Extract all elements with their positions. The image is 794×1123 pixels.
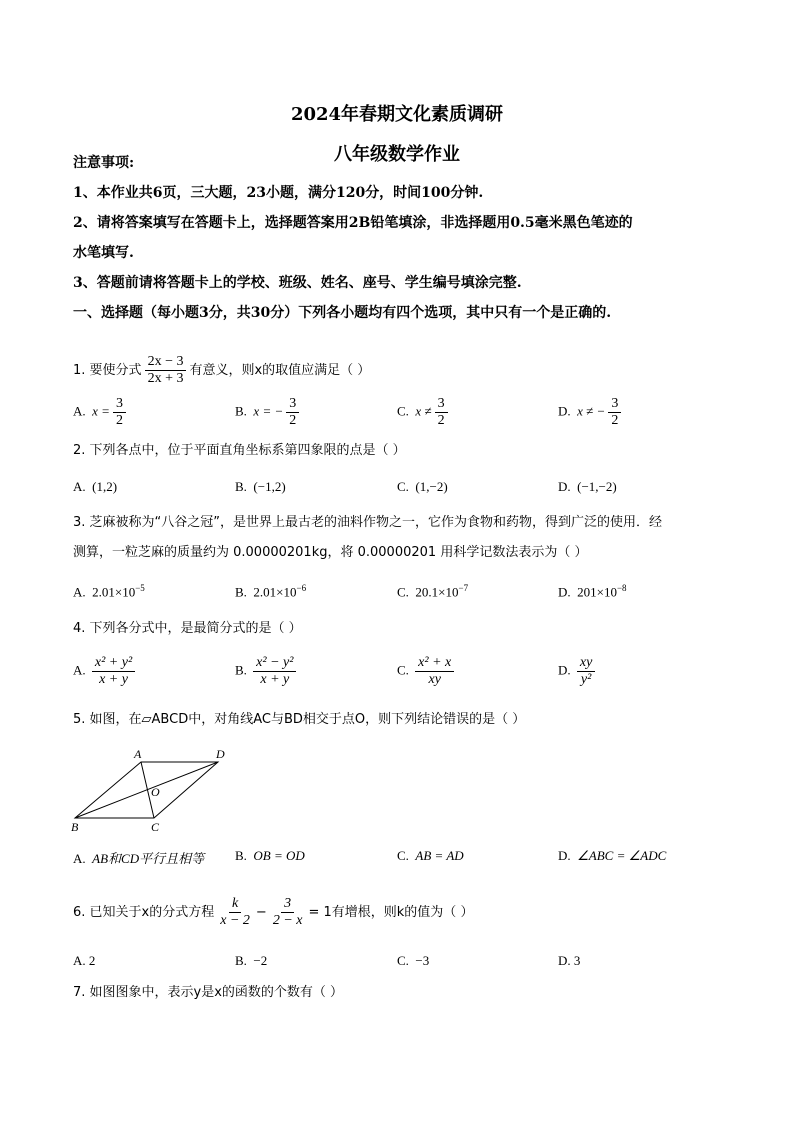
page-subtitle: 八年级数学作业 [334, 144, 460, 165]
q2-option-a[interactable]: A. (1,2) [73, 479, 118, 494]
notes-item-2-cont: 水笔填写. [73, 245, 134, 261]
q1-option-a[interactable]: A. x = $\frac{3}{2}$ [73, 396, 129, 429]
notes-item-2: 2、请将答案填写在答题卡上，选择题答案用2B铅笔填涂，非选择题用0.5毫米黑色笔迹的 [73, 215, 633, 231]
q4-option-b[interactable]: B. $\frac{\text{x² − y²}}{x + y}$ [235, 655, 299, 688]
q6-option-c[interactable]: C. −3 [397, 953, 430, 968]
label-b: B [71, 820, 79, 834]
question-4: 4. 下列各分式中，是最简分式的是（ ） [73, 621, 302, 636]
question-5: 5. 如图，在▱ABCD中，对角线AC与BD相交于点O，则下列结论错误的是（ ） [73, 712, 526, 727]
label-c: C [151, 820, 160, 834]
notes-block [73, 148, 723, 328]
question-6: 6. 已知关于x的分式方程 $\frac{k}{x - 2}$ − $\frac{3}{2 - x}$ = 1有增根，则k的值为（ ） [73, 896, 474, 928]
section-1-heading: 一、选择题（每小题3分，共30分）下列各小题均有四个选项，其中只有一个是正确的. [73, 305, 612, 321]
q3-option-a[interactable]: A. $2.01\times 10^{-5}$ [73, 583, 145, 600]
q3-option-d[interactable]: D. $201\times 10^{-8}$ [558, 583, 627, 600]
q5-option-c[interactable]: C. AB = AD [397, 848, 464, 863]
q1-option-d[interactable]: D. x ≠ − $\frac{3}{2}$ [558, 396, 624, 429]
question-2: 2. 下列各点中，位于平面直角坐标系第四象限的点是（ ） [73, 443, 406, 458]
page-title: 2024年春期文化素质调研 [290, 104, 504, 125]
q2-option-c[interactable]: C. (1,−2) [397, 479, 448, 494]
q3-option-c[interactable]: C. $20.1\times 10^{-7}$ [397, 583, 469, 600]
parallelogram-figure [70, 742, 240, 834]
question-3: 3. 芝麻被称为“八谷之冠”，是世界上最古老的油料作物之一，它作为食物和药物，得到广泛的使用．经 测算，一粒芝麻的质量约为 0.00000201kg，将 0.00000201 用科学记数法表示为（ ） [73, 515, 663, 560]
notes-item-1: 1、本作业共6页，三大题，23小题，满分120分，时间100分钟. [73, 185, 484, 201]
question-7: 7. 如图图象中，表示y是x的函数的个数有（ ） [73, 985, 344, 1000]
label-d: D [216, 747, 225, 761]
q2-option-d[interactable]: D. (−1,−2) [558, 479, 617, 494]
label-a: A [134, 747, 142, 761]
q3-option-b[interactable]: B. $2.01\times 10^{-6}$ [235, 583, 307, 600]
q5-option-a[interactable]: A. AB和CD平行且相等 [73, 851, 205, 866]
q5-option-b[interactable]: B. OB = OD [235, 848, 305, 863]
notes-item-3: 3、答题前请将答题卡上的学校、班级、姓名、座号、学生编号填涂完整. [73, 275, 522, 291]
q5-option-d[interactable]: D. ∠ABC = ∠ADC [558, 848, 667, 863]
q4-option-a[interactable]: A. $\frac{\text{x² + y²}}{x + y}$ [73, 655, 138, 688]
q6-option-a[interactable]: A. 2 [73, 953, 96, 968]
q4-option-c[interactable]: C. $\frac{\text{x² + x}}{xy}$ [397, 655, 457, 688]
q1-fraction: $\frac{2x - 3}{2x + 3}$ [145, 354, 187, 387]
q4-option-d[interactable]: D. $\frac{xy}{\text{y²}}$ [558, 655, 598, 688]
notes-heading: 注意事项: [73, 155, 135, 171]
q2-option-b[interactable]: B. (−1,2) [235, 479, 286, 494]
q1-option-b[interactable]: B. x = − $\frac{3}{2}$ [235, 396, 302, 429]
label-o: O [151, 785, 160, 799]
diagonal-bd [75, 762, 218, 818]
q6-option-d[interactable]: D. 3 [558, 953, 581, 968]
q1-option-c[interactable]: C. x ≠ $\frac{3}{2}$ [397, 396, 451, 429]
q6-option-b[interactable]: B. −2 [235, 953, 268, 968]
question-1: 1. 要使分式 $\frac{2x - 3}{2x + 3}$ 有意义，则x的取值应满足（ ） [73, 354, 371, 386]
